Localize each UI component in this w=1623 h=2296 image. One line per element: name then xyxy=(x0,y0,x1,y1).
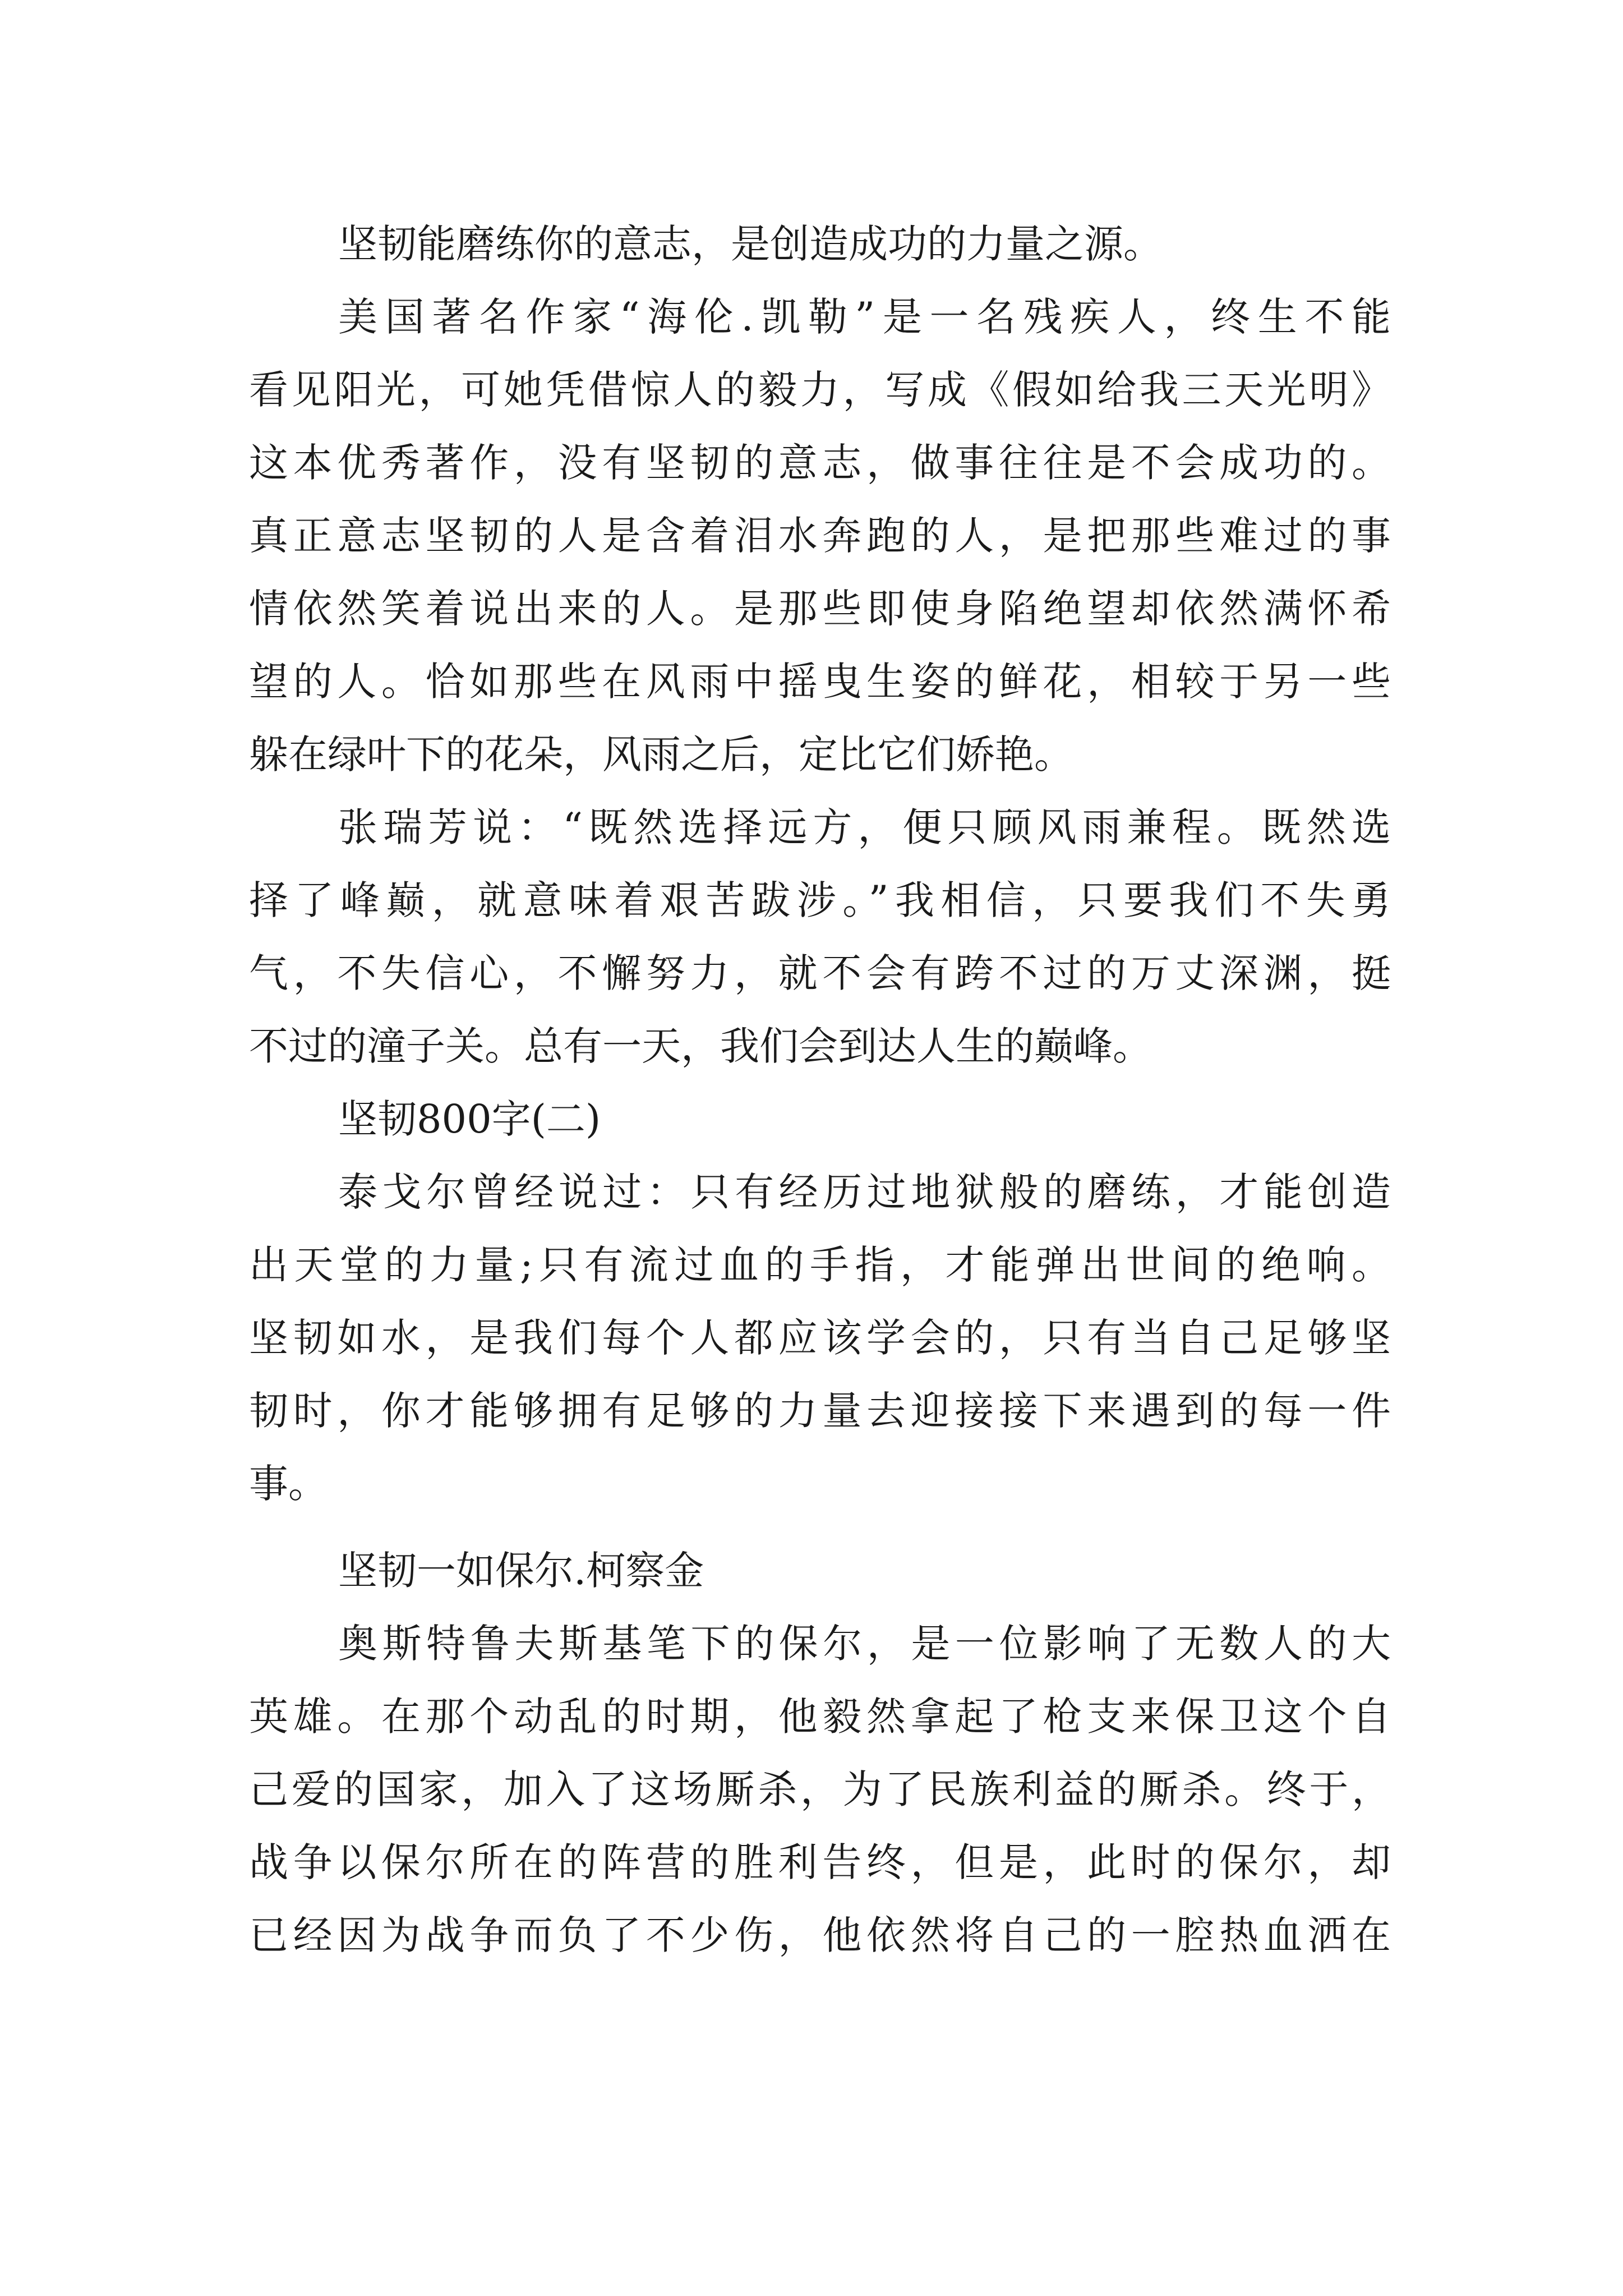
paragraph-line: 望的人。恰如那些在风雨中摇曳生姿的鲜花，相较于另一些 xyxy=(249,659,1391,705)
paragraph-line: 泰戈尔曾经说过：只有经历过地狱般的磨练，才能创造 xyxy=(338,1169,1391,1215)
paragraph-line: 张瑞芳说：“既然选择远方，便只顾风雨兼程。既然选 xyxy=(338,804,1391,850)
paragraph-line: 情依然笑着说出来的人。是那些即使身陷绝望却依然满怀希 xyxy=(249,586,1391,632)
paragraph-line: 气，不失信心，不懈努力，就不会有跨不过的万丈深渊，挺 xyxy=(249,950,1391,996)
paragraph-line: 坚韧如水，是我们每个人都应该学会的，只有当自己足够坚 xyxy=(249,1315,1391,1361)
paragraph-line: 奥斯特鲁夫斯基笔下的保尔，是一位影响了无数人的大 xyxy=(338,1621,1391,1667)
paragraph-line: 真正意志坚韧的人是含着泪水奔跑的人，是把那些难过的事 xyxy=(249,513,1391,559)
paragraph-line: 己爱的国家，加入了这场厮杀，为了民族利益的厮杀。终于， xyxy=(249,1766,1391,1812)
paragraph-line: 不过的潼子关。总有一天，我们会到达人生的巅峰。 xyxy=(249,1023,1152,1069)
section-heading: 坚韧一如保尔.柯察金 xyxy=(338,1548,704,1594)
paragraph-line: 出天堂的力量;只有流过血的手指，才能弹出世间的绝响。 xyxy=(249,1242,1391,1288)
paragraph-line: 战争以保尔所在的阵营的胜利告终，但是，此时的保尔，却 xyxy=(249,1839,1391,1885)
paragraph-line: 看见阳光，可她凭借惊人的毅力，写成《假如给我三天光明》 xyxy=(249,367,1391,413)
paragraph-line: 择了峰巅，就意味着艰苦跋涉。”我相信，只要我们不失勇 xyxy=(249,877,1391,923)
paragraph-line: 英雄。在那个动乱的时期，他毅然拿起了枪支来保卫这个自 xyxy=(249,1694,1391,1740)
paragraph-line: 躲在绿叶下的花朵，风雨之后，定比它们娇艳。 xyxy=(249,731,1073,777)
paragraph-line: 韧时，你才能够拥有足够的力量去迎接接下来遇到的每一件 xyxy=(249,1388,1391,1434)
paragraph-line: 这本优秀著作，没有坚韧的意志，做事往往是不会成功的。 xyxy=(249,440,1391,486)
paragraph-line: 美国著名作家“海伦.凯勒”是一名残疾人，终生不能 xyxy=(338,294,1391,340)
paragraph-line: 事。 xyxy=(249,1461,328,1507)
paragraph-line: 已经因为战争而负了不少伤，他依然将自己的一腔热血洒在 xyxy=(249,1912,1391,1958)
section-heading: 坚韧800字(二) xyxy=(338,1096,601,1142)
paragraph-line: 坚韧能磨练你的意志，是创造成功的力量之源。 xyxy=(338,221,1163,267)
